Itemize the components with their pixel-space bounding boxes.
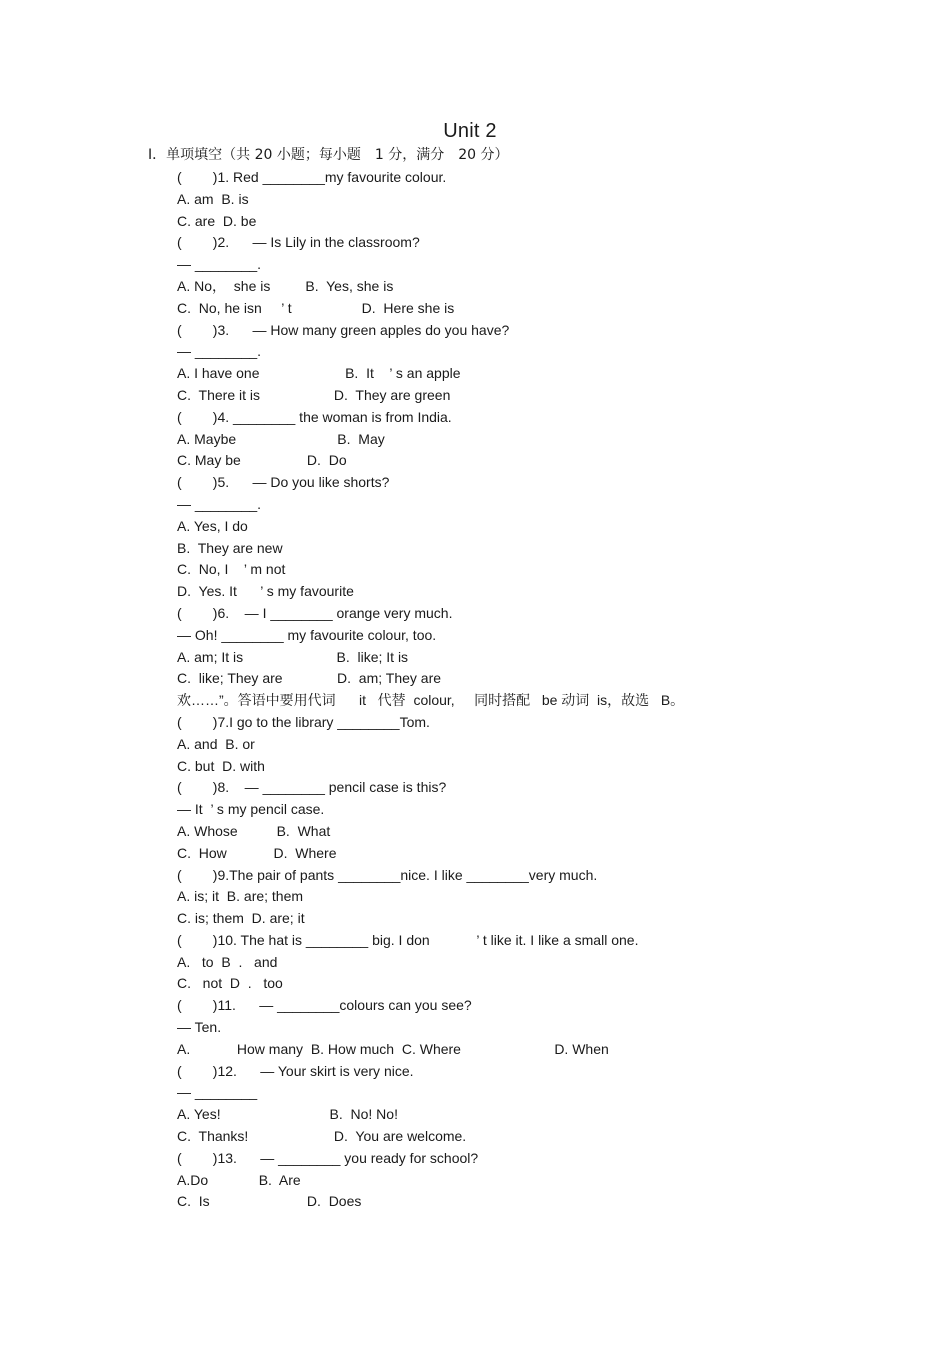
text-line: C. Thanks! D. You are welcome. xyxy=(177,1128,467,1145)
question-list xyxy=(177,167,684,1213)
text-line: A.Do B. Are xyxy=(177,1171,301,1188)
text-line: C. No, I ’ m not xyxy=(177,561,286,578)
text-line: ( )6. — I ________ orange very much. xyxy=(177,604,453,621)
text-line: — Oh! ________ my favourite colour, too. xyxy=(177,626,437,643)
text-line: ( )4. ________ the woman is from India. xyxy=(177,408,452,425)
unit-title: Unit 2 xyxy=(443,120,497,142)
text-line: — ________ xyxy=(177,1084,258,1101)
text-line: ( )13. — ________ you ready for school? xyxy=(177,1149,479,1166)
text-line: A. is; it B. are; them xyxy=(177,888,304,905)
text-line: C. is; them D. are; it xyxy=(177,910,305,927)
text-line: — ________. xyxy=(177,256,262,273)
text-line: C. How D. Where xyxy=(177,844,337,861)
text-line: ( )11. — ________colours can you see? xyxy=(177,997,472,1014)
text-line: ( )10. The hat is ________ big. I don ’ t like it. I like a small one. xyxy=(177,931,639,948)
text-line: C. May be D. Do xyxy=(177,452,347,469)
text-line: A. No， she is B. Yes, she is xyxy=(177,277,394,294)
text-line: — It ’ s my pencil case. xyxy=(177,801,325,818)
text-line: — ________. xyxy=(177,495,262,512)
text-line: ( )8. — ________ pencil case is this? xyxy=(177,779,447,796)
text-line: B. They are new xyxy=(177,539,283,556)
text-line: A. am; It is B. like; It is xyxy=(177,648,409,665)
section-heading: Ⅰ．单项填空（共 20 小题；每小题 1 分，满分 20 分） xyxy=(148,147,509,163)
text-line: ( )2. — Is Lily in the classroom? xyxy=(177,234,420,251)
text-line: A. and B. or xyxy=(177,735,255,752)
text-line: C. There it is D. They are green xyxy=(177,386,451,403)
text-line: C. like; They are D. am; They are xyxy=(177,670,442,687)
text-line: — ________. xyxy=(177,343,262,360)
text-line: — Ten. xyxy=(177,1019,222,1036)
text-line: A. I have one B. It ’ s an apple xyxy=(177,365,461,382)
text-line: A. Yes! B. No! No! xyxy=(177,1106,398,1123)
text-line: A. Maybe B. May xyxy=(177,430,385,447)
text-line: ( )1. Red ________my favourite colour. xyxy=(177,169,447,185)
text-line: C. are D. be xyxy=(177,212,257,229)
text-line: ( )9.The pair of pants ________nice. I like ________very much. xyxy=(177,866,598,883)
text-line: C. not D . too xyxy=(177,975,283,992)
text-line: ( )12. — Your skirt is very nice. xyxy=(177,1062,414,1079)
text-line: ( )7.I go to the library ________Tom. xyxy=(177,713,430,730)
text-line: A. Whose B. What xyxy=(177,822,331,839)
text-line: A. Yes, I do xyxy=(177,517,248,534)
text-line: A. am B. is xyxy=(177,190,249,207)
text-line: 欢……”。答语中要用代词 it 代替 colour, 同时搭配 be 动词 is，故选 B。 xyxy=(177,692,685,709)
text-line: C. Is D. Does xyxy=(177,1193,362,1210)
text-line: C. but D. with xyxy=(177,757,265,774)
text-line: D. Yes. It ’ s my favourite xyxy=(177,583,354,600)
text-line: ( )3. — How many green apples do you have? xyxy=(177,321,510,338)
text-line: A. How many B. How much C. Where D. When xyxy=(177,1040,609,1057)
text-line: C. No, he isn ’ t D. Here she is xyxy=(177,299,455,316)
text-line: A. to B . and xyxy=(177,953,278,970)
text-line: ( )5. — Do you like shorts? xyxy=(177,474,390,491)
